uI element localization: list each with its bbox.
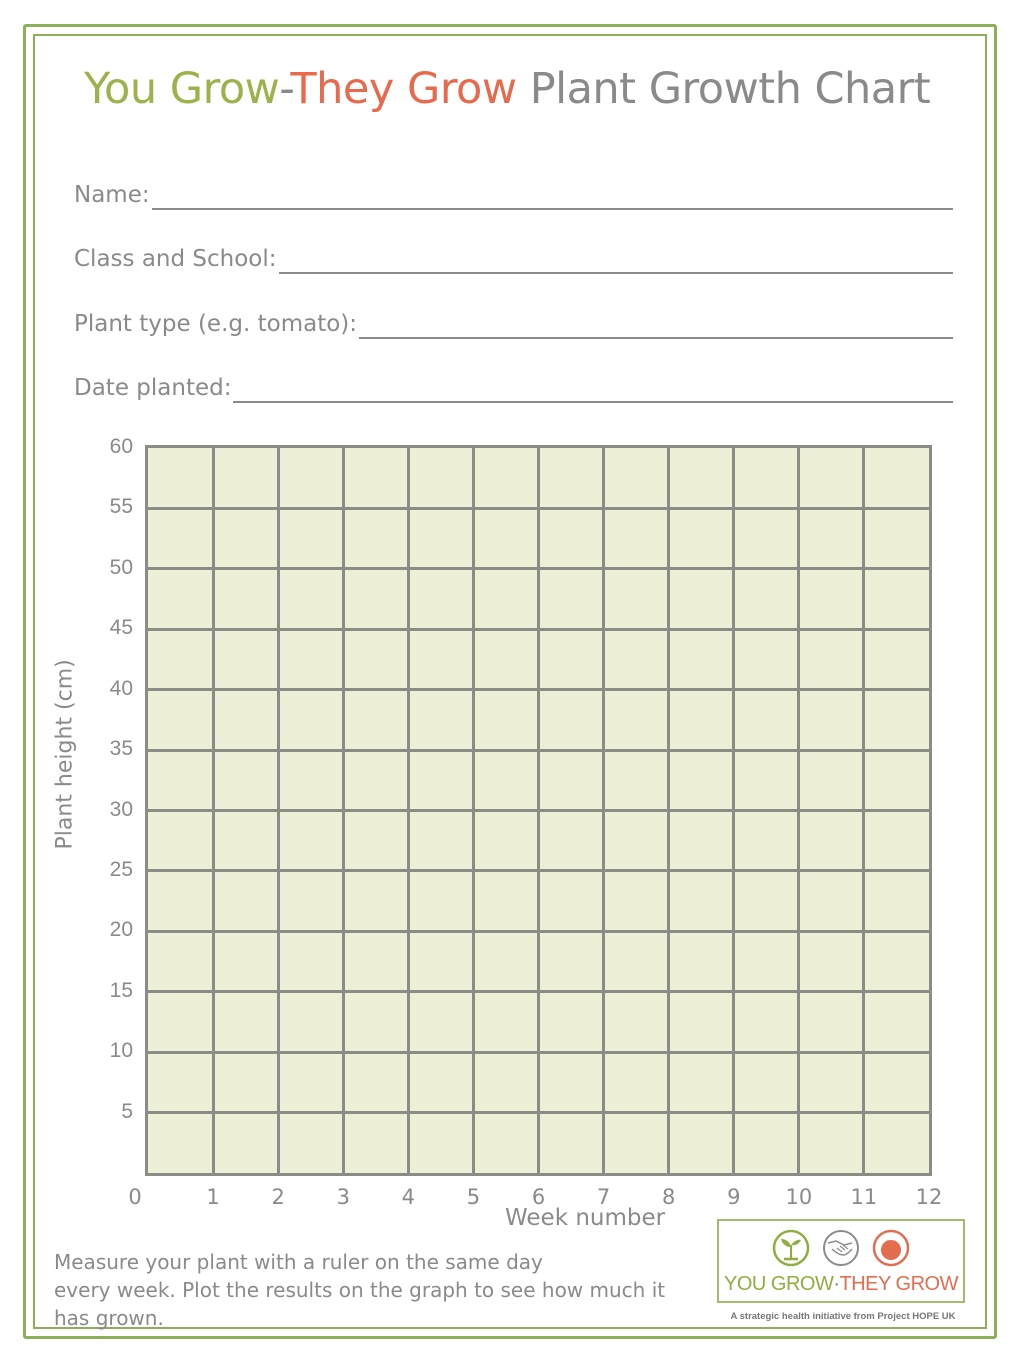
x-axis-label: Week number — [505, 1205, 666, 1231]
x-tick-label: 5 — [466, 1185, 481, 1209]
x-tick-label: 7 — [596, 1185, 611, 1209]
grid-horizontal-line — [148, 749, 929, 752]
title-they-grow: They Grow — [290, 64, 517, 114]
grid-horizontal-line — [148, 930, 929, 933]
growth-chart-grid[interactable] — [145, 445, 932, 1176]
instructions-line-1: Measure your plant with a ruler on the same day — [54, 1250, 543, 1274]
y-tick-label: 40 — [109, 676, 133, 700]
page-title — [84, 64, 930, 114]
y-axis-label: Plant height (cm) — [52, 659, 78, 850]
plant-type-input-line[interactable] — [359, 303, 953, 339]
grid-horizontal-line — [148, 990, 929, 993]
title-separator: - — [279, 64, 291, 114]
y-tick-label: 10 — [109, 1039, 133, 1063]
y-tick-label: 50 — [109, 555, 133, 579]
name-field — [74, 176, 953, 210]
seedling-icon — [772, 1229, 810, 1267]
class-school-input-line[interactable] — [279, 238, 953, 274]
y-tick-label: 55 — [109, 495, 133, 519]
grid-horizontal-line — [148, 688, 929, 691]
y-tick-label: 15 — [109, 978, 133, 1002]
y-tick-label: 20 — [109, 918, 133, 942]
grid-horizontal-line — [148, 567, 929, 570]
date-planted-input-line[interactable] — [233, 367, 953, 403]
class-school-field — [74, 240, 953, 274]
you-grow-they-grow-logo — [717, 1219, 965, 1303]
logo-dot: · — [833, 1273, 840, 1295]
date-planted-label: Date planted: — [74, 375, 232, 401]
x-tick-label: 8 — [661, 1185, 676, 1209]
y-tick-label: 45 — [109, 616, 133, 640]
logo-you-grow: YOU GROW — [724, 1273, 834, 1295]
x-tick-label: 9 — [727, 1185, 741, 1209]
x-tick-label: 12 — [915, 1185, 943, 1209]
name-label: Name: — [74, 182, 150, 208]
y-tick-label: 35 — [109, 737, 133, 761]
title-you-grow: You Grow — [84, 64, 280, 114]
x-tick-label: 4 — [401, 1185, 416, 1209]
grid-horizontal-line — [148, 507, 929, 510]
logo-they-grow: THEY GROW — [839, 1273, 958, 1295]
x-tick-label: 6 — [531, 1185, 546, 1209]
x-tick-label: 1 — [206, 1185, 220, 1209]
x-tick-label: 2 — [271, 1185, 285, 1209]
logo-wordmark — [719, 1273, 963, 1296]
y-tick-label: 30 — [109, 797, 133, 821]
y-tick-label: 5 — [121, 1099, 133, 1123]
grid-horizontal-line — [148, 628, 929, 631]
instructions-text — [54, 1248, 714, 1332]
grid-horizontal-line — [148, 809, 929, 812]
tomato-icon — [872, 1229, 910, 1267]
y-tick-label: 25 — [109, 857, 133, 881]
grid-horizontal-line — [148, 869, 929, 872]
y-tick-label: 60 — [109, 435, 133, 458]
handshake-icon — [822, 1229, 860, 1267]
logo-tagline: A strategic health initiative from Project HOPE UK — [730, 1311, 956, 1322]
plant-type-field — [74, 305, 953, 339]
grid-horizontal-line — [148, 1051, 929, 1054]
instructions-line-3: has grown. — [54, 1306, 164, 1330]
class-school-label: Class and School: — [74, 246, 277, 272]
title-plant-growth-chart: Plant Growth Chart — [516, 64, 931, 114]
date-planted-field — [74, 369, 953, 403]
x-tick-label: 0 — [128, 1185, 142, 1209]
x-tick-label: 3 — [336, 1185, 350, 1209]
name-input-line[interactable] — [152, 174, 953, 210]
grid-horizontal-line — [148, 1111, 929, 1114]
instructions-line-2: every week. Plot the results on the graph to see how much it — [54, 1278, 666, 1302]
x-tick-label: 11 — [850, 1185, 878, 1209]
x-tick-label: 10 — [785, 1185, 813, 1209]
plant-type-label: Plant type (e.g. tomato): — [74, 311, 358, 337]
